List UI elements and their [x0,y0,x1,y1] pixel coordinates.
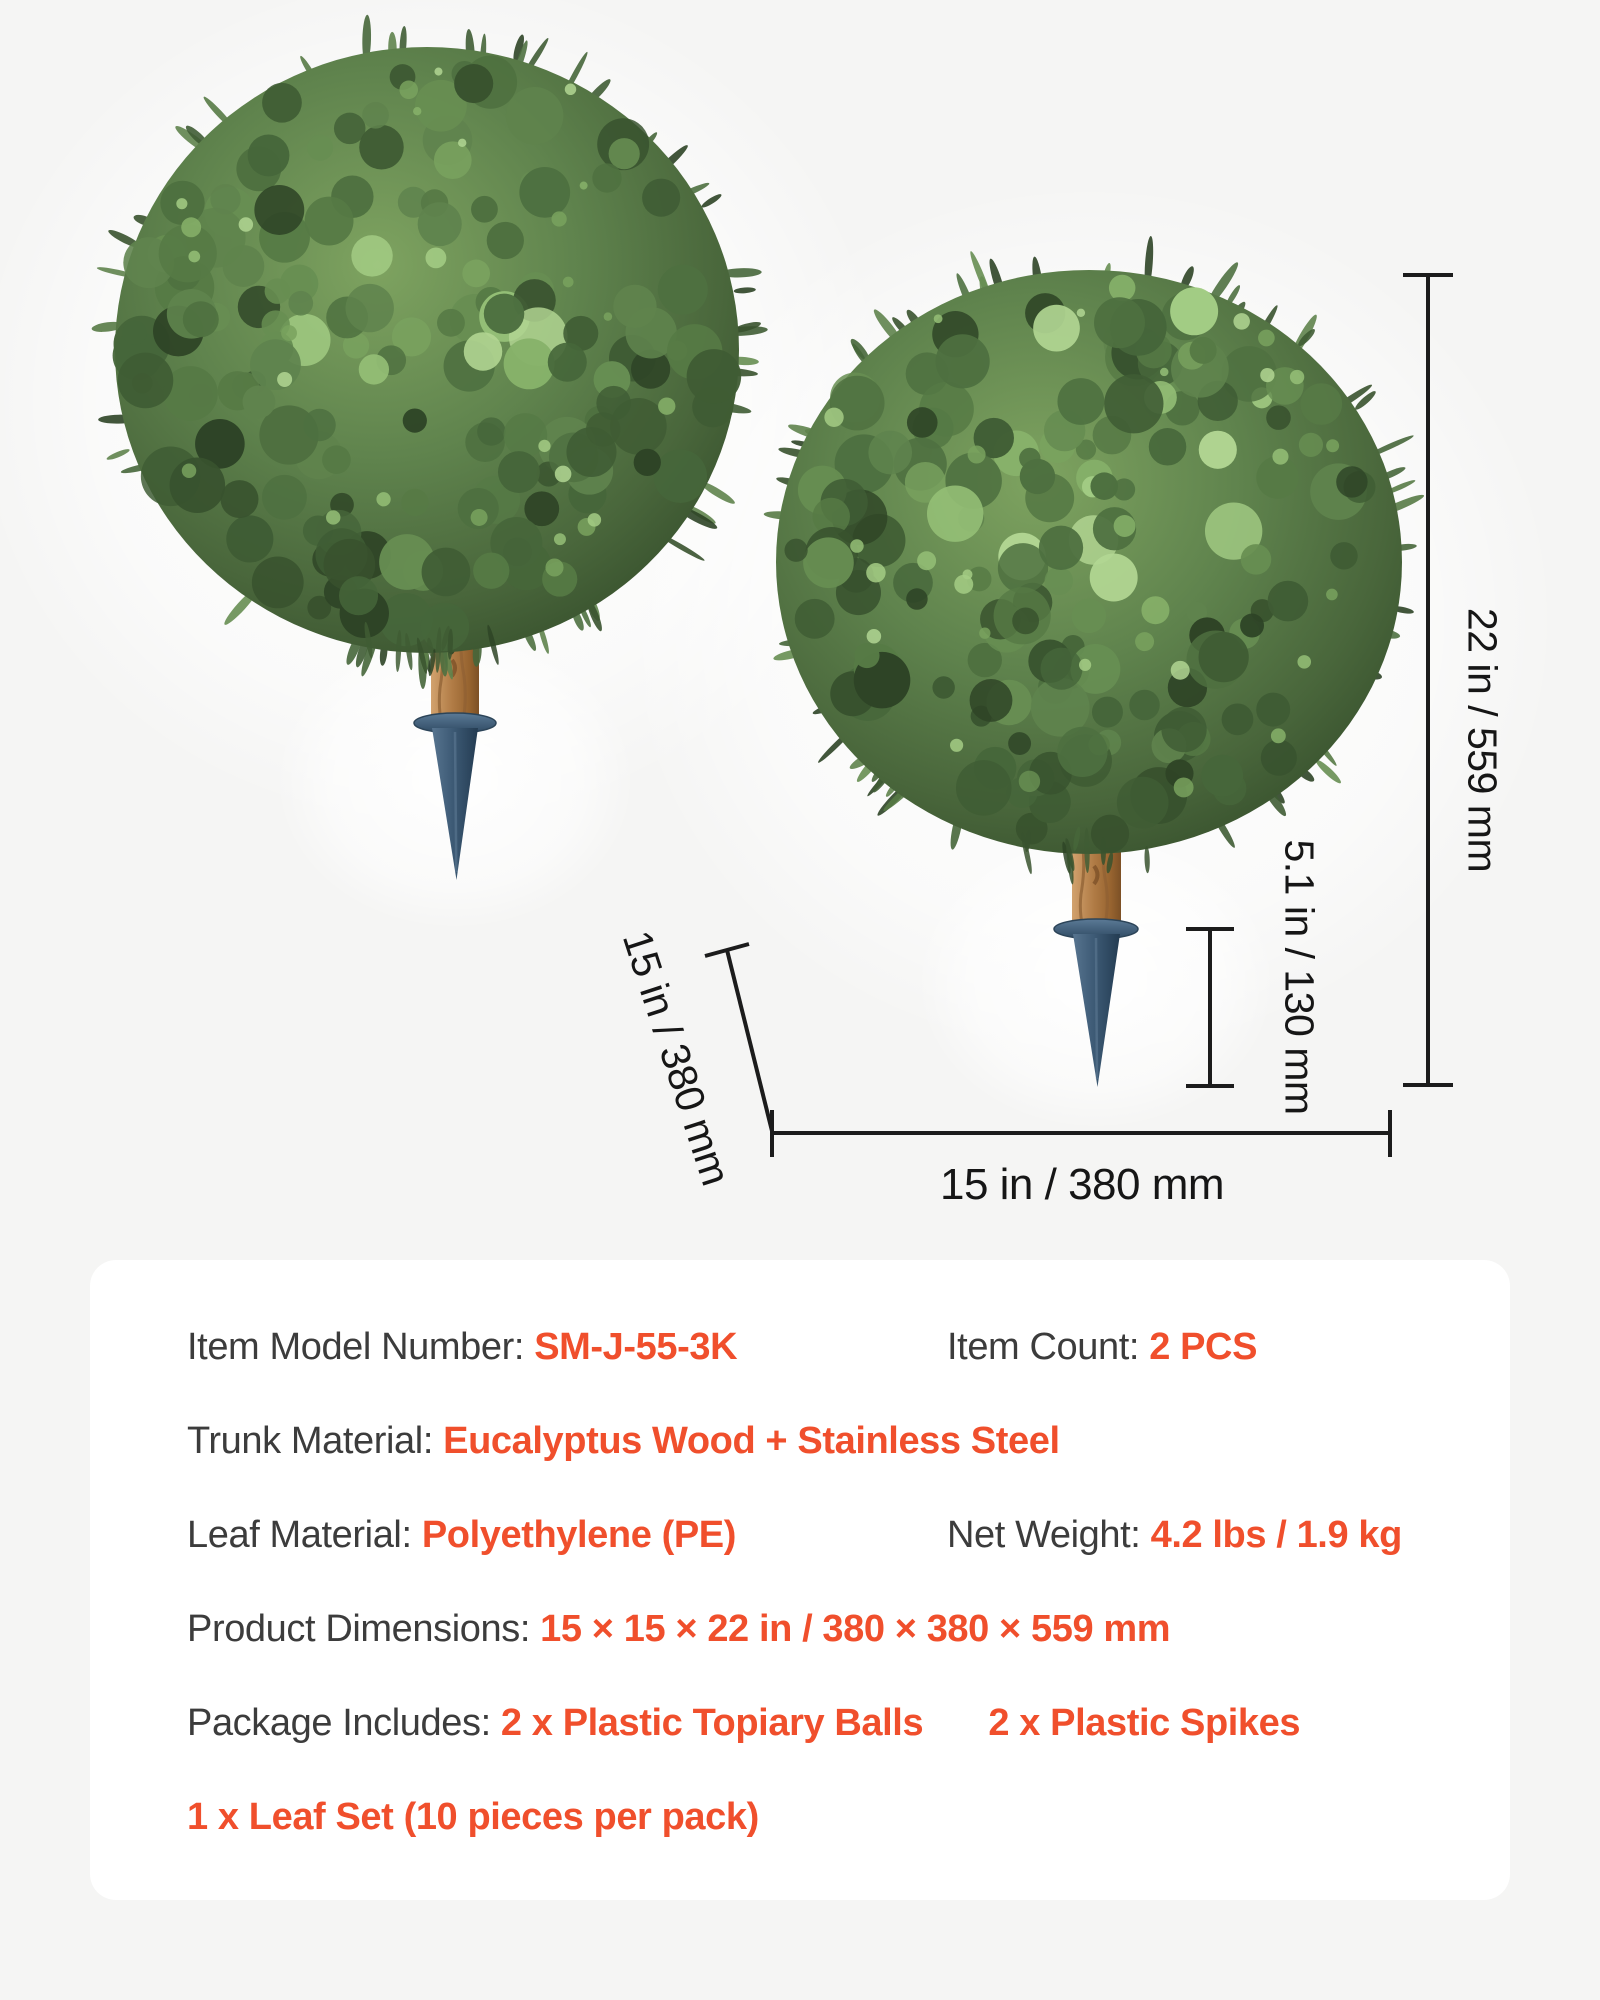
spec-row-product-dimensions [187,1606,1170,1652]
leaf-material-label: Leaf Material: [187,1514,412,1556]
spec-row-count [947,1324,1257,1370]
spec-row-package-includes [187,1700,1300,1746]
total-height-dimension-label: 22 in / 559 mm [1459,607,1506,873]
spec-row-model [187,1324,737,1370]
spec-row-trunk-material [187,1418,1060,1464]
spec-row-leaf-set [187,1794,759,1840]
specs-panel [90,1260,1510,1900]
package-topiary-balls-value: 2 x Plastic Topiary Balls [500,1702,924,1744]
product-dimensions-value: 15 × 15 × 22 in / 380 × 380 × 559 mm [540,1608,1171,1650]
spec-row-net-weight [947,1512,1402,1558]
spike-height-dimension-label: 5.1 in / 130 mm [1276,839,1323,1115]
model-number-label: Item Model Number: [187,1326,525,1368]
package-spikes-value: 2 x Plastic Spikes [988,1702,1301,1744]
ball-depth-dimension-label: 15 in / 380 mm [613,925,740,1191]
ball-width-dimension-label: 15 in / 380 mm [939,1160,1225,1209]
net-weight-value: 4.2 lbs / 1.9 kg [1150,1514,1402,1556]
item-count-label: Item Count: [947,1326,1140,1368]
trunk-material-value: Eucalyptus Wood + Stainless Steel [443,1420,1060,1462]
package-leaf-set-value: 1 x Leaf Set (10 pieces per pack) [187,1796,759,1838]
model-number-value: SM-J-55-3K [534,1326,738,1368]
trunk-material-label: Trunk Material: [187,1420,433,1462]
spec-row-leaf-material [187,1512,736,1558]
item-count-value: 2 PCS [1149,1326,1258,1368]
leaf-material-value: Polyethylene (PE) [421,1514,736,1556]
package-includes-label: Package Includes: [187,1702,491,1744]
product-dimensions-label: Product Dimensions: [187,1608,530,1650]
net-weight-label: Net Weight: [947,1514,1141,1556]
